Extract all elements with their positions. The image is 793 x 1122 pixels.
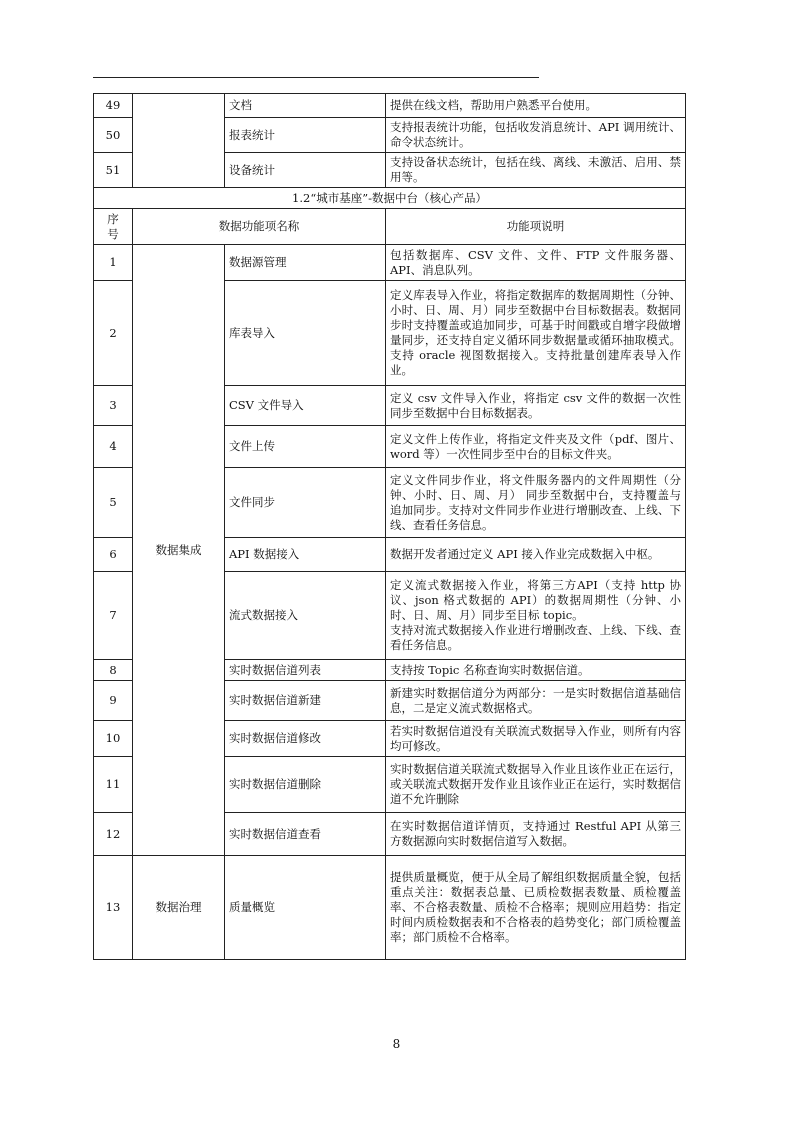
function-description: 实时数据信道关联流式数据导入作业且该作业正在运行，或关联流式数据开发作业且该作业正在运行，实时数据信道不允许删除 xyxy=(386,757,686,813)
function-description: 提供质量概览，便于从全局了解组织数据质量全貌，包括重点关注：数据表总量、已质检数据表数量、质检覆盖率、不合格表数量、质检不合格率；规则应用趋势：指定时间内质检数据表和不合格表的趋势变化；部门质检覆盖率；部门质检不合格率。 xyxy=(386,856,686,960)
header-number xyxy=(94,209,133,245)
function-name: 文件上传 xyxy=(225,426,386,468)
function-description: 提供在线文档，帮助用户熟悉平台使用。 xyxy=(386,94,686,118)
function-description-part1: 定义流式数据接入作业，将第三方API（支持 http 协议、json 格式数据的 API）的数据周期性（分钟、小时、日、周、月）同步至目标 topic。 xyxy=(390,578,681,622)
function-description: 定义文件上传作业，将指定文件夹及文件（pdf、图片、word 等）一次性同步至中台的目标文件夹。 xyxy=(386,426,686,468)
function-name: 数据源管理 xyxy=(225,245,386,281)
function-name: 实时数据信道删除 xyxy=(225,757,386,813)
row-number: 8 xyxy=(94,660,133,681)
function-name: 设备统计 xyxy=(225,153,386,188)
function-description: 定义库表导入作业，将指定数据库的数据周期性（分钟、小时、日、周、月）同步至数据中台目标数据表。数据同步时支持覆盖或追加同步，可基于时间戳或自增字段做增量同步，还支持自定义循环同步数据量或循环抽取模式。支持 oracle 视图数据接入。支持批量创建库表导入作业。 xyxy=(386,281,686,386)
function-description: 新建实时数据信道分为两部分：一是实时数据信道基础信息，二是定义流式数据格式。 xyxy=(386,681,686,721)
function-name: 流式数据接入 xyxy=(225,572,386,660)
function-spec-table xyxy=(93,93,686,960)
row-number: 2 xyxy=(94,281,133,386)
row-number: 51 xyxy=(94,153,133,188)
row-number: 7 xyxy=(94,572,133,660)
function-name: 文档 xyxy=(225,94,386,118)
function-name: 质量概览 xyxy=(225,856,386,960)
row-number: 50 xyxy=(94,118,133,153)
table-row xyxy=(94,245,686,281)
table-row xyxy=(94,94,686,118)
function-description: 定义文件同步作业，将文件服务器内的文件周期性（分钟、小时、日、周、月） 同步至数据中台，支持覆盖与追加同步。支持对文件同步作业进行增删改查、上线、下线、查看任务信息。 xyxy=(386,468,686,538)
category-data-integration: 数据集成 xyxy=(133,245,225,856)
function-description: 数据开发者通过定义 API 接入作业完成数据入中枢。 xyxy=(386,538,686,572)
function-name: 实时数据信道新建 xyxy=(225,681,386,721)
function-description: 若实时数据信道没有关联流式数据导入作业，则所有内容均可修改。 xyxy=(386,721,686,757)
row-number: 9 xyxy=(94,681,133,721)
function-description: 在实时数据信道详情页，支持通过 Restful API 从第三方数据源向实时数据信道写入数据。 xyxy=(386,813,686,856)
row-number: 6 xyxy=(94,538,133,572)
header-function-description: 功能项说明 xyxy=(386,209,686,245)
row-number: 4 xyxy=(94,426,133,468)
function-description: 支持报表统计功能，包括收发消息统计、API 调用统计、命令状态统计。 xyxy=(386,118,686,153)
header-rule xyxy=(93,77,539,78)
function-name: 实时数据信道查看 xyxy=(225,813,386,856)
row-number: 5 xyxy=(94,468,133,538)
category-cell-empty xyxy=(133,94,225,188)
row-number: 3 xyxy=(94,386,133,426)
function-description: 包括数据库、CSV 文件、文件、FTP 文件服务器、API、消息队列。 xyxy=(386,245,686,281)
table-header-row xyxy=(94,209,686,245)
row-number: 11 xyxy=(94,757,133,813)
row-number: 12 xyxy=(94,813,133,856)
function-description: 支持设备状态统计，包括在线、离线、未激活、启用、禁用等。 xyxy=(386,153,686,188)
section-row xyxy=(94,188,686,209)
function-name: CSV 文件导入 xyxy=(225,386,386,426)
function-name: API 数据接入 xyxy=(225,538,386,572)
table-row xyxy=(94,856,686,960)
category-data-governance: 数据治理 xyxy=(133,856,225,960)
function-description: 定义 csv 文件导入作业，将指定 csv 文件的数据一次性同步至数据中台目标数据表。 xyxy=(386,386,686,426)
page-number: 8 xyxy=(392,1037,401,1051)
header-number-text: 序号 xyxy=(107,211,119,241)
row-number: 10 xyxy=(94,721,133,757)
row-number: 1 xyxy=(94,245,133,281)
function-name: 库表导入 xyxy=(225,281,386,386)
function-name: 报表统计 xyxy=(225,118,386,153)
row-number: 13 xyxy=(94,856,133,960)
header-function-name: 数据功能项名称 xyxy=(133,209,386,245)
section-title: 1.2“城市基座”-数据中台（核心产品） xyxy=(94,188,686,209)
function-name: 文件同步 xyxy=(225,468,386,538)
function-description-part2: 支持对流式数据接入作业进行增删改查、上线、下线、查看任务信息。 xyxy=(390,623,681,652)
function-description xyxy=(386,572,686,660)
function-name: 实时数据信道列表 xyxy=(225,660,386,681)
function-name: 实时数据信道修改 xyxy=(225,721,386,757)
function-description: 支持按 Topic 名称查询实时数据信道。 xyxy=(386,660,686,681)
row-number: 49 xyxy=(94,94,133,118)
